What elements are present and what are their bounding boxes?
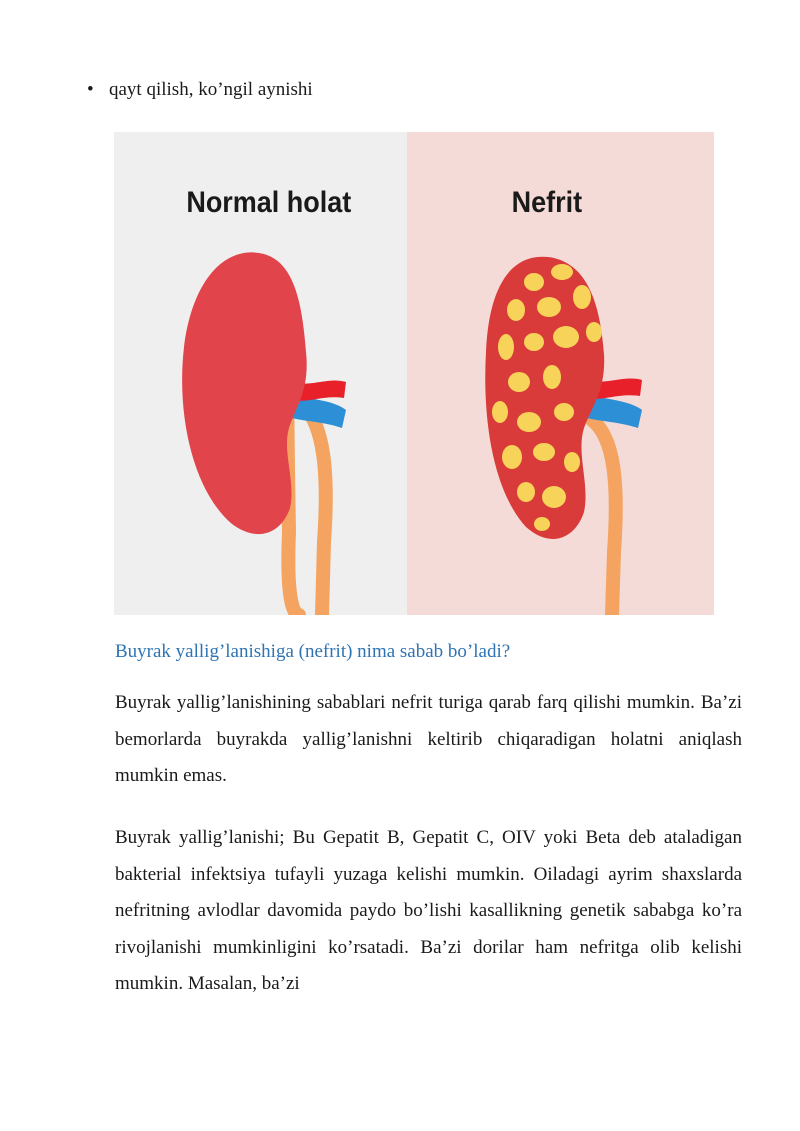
paragraph-causes-intro: Buyrak yallig’lanishining sabablari nefrit turiga qarab farq qilishi mumkin. Ba’zi bemorlarda buyrakda yallig’lanishni keltirib chiqaradigan holatni aniqlash mumkin emas. bbox=[115, 692, 742, 786]
bullet-item bbox=[87, 78, 313, 102]
normal-label: Normal holat bbox=[186, 185, 352, 220]
kidney-comparison-figure bbox=[114, 132, 714, 615]
nephritis-label: Nefrit bbox=[511, 185, 583, 220]
bullet-text: qayt qilish, ko’ngil aynishi bbox=[109, 79, 313, 100]
paragraph-causes-detail: Buyrak yallig’lanishi; Bu Gepatit B, Gepatit C, OIV yoki Beta deb ataladigan bakterial infektsiya tufayli yuzaga kelishi mumkin. Oiladagi ayrim shaxslarda nefritning avlodlar davomida paydo bo’lishi kasallikning genetik sababga ko’ra rivojlanishi mumkinligini ko’rsatadi. Ba’zi dorilar ham nefritga olib kelishi mumkin. Masalan, ba’zi bbox=[115, 827, 742, 994]
section-heading: Buyrak yallig’lanishiga (nefrit) nima sabab bo’ladi? bbox=[115, 641, 511, 662]
kidney-illustration bbox=[114, 132, 714, 615]
bullet-symbol: • bbox=[87, 79, 94, 100]
